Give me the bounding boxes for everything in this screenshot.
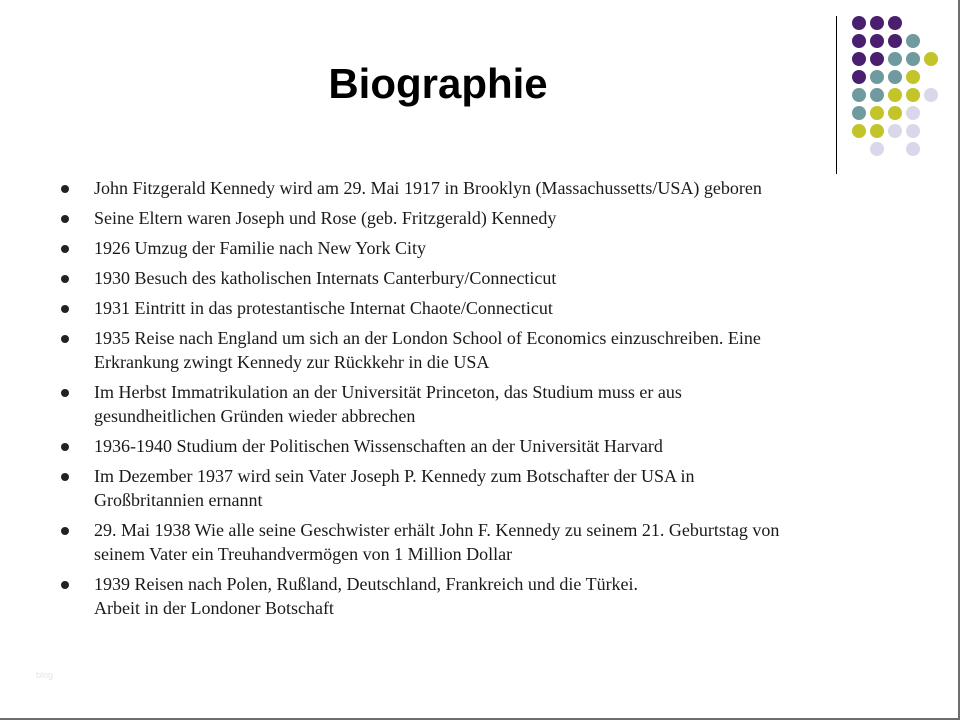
decorative-dot bbox=[906, 124, 920, 138]
bullet-text-line: Arbeit in der Londoner Botschaft bbox=[94, 598, 334, 618]
decorative-dot bbox=[888, 124, 902, 138]
bullet-icon bbox=[61, 215, 69, 223]
watermark-text: blog bbox=[36, 670, 54, 680]
decorative-dot bbox=[870, 52, 884, 66]
bullet-item bbox=[56, 464, 936, 512]
decorative-dot bbox=[852, 106, 866, 120]
bullet-text-line: 1935 Reise nach England um sich an der London School of Economics einzuschreiben. Eine bbox=[94, 328, 761, 348]
bullet-icon bbox=[61, 335, 69, 343]
bullet-text-line: Im Dezember 1937 wird sein Vater Joseph P. Kennedy zum Botschafter der USA in bbox=[94, 466, 695, 486]
decorative-dot bbox=[906, 106, 920, 120]
decorative-dot bbox=[888, 106, 902, 120]
bullet-icon bbox=[61, 581, 69, 589]
bullet-icon bbox=[61, 443, 69, 451]
bullet-item bbox=[56, 326, 936, 374]
bullet-text-line: Im Herbst Immatrikulation an der Universität Princeton, das Studium muss er aus bbox=[94, 382, 682, 402]
bullet-item bbox=[56, 266, 936, 290]
decorative-dot bbox=[888, 34, 902, 48]
decorative-dot bbox=[906, 52, 920, 66]
bullet-text-line: 29. Mai 1938 Wie alle seine Geschwister erhält John F. Kennedy zu seinem 21. Geburtstag von bbox=[94, 520, 780, 540]
bullet-icon bbox=[61, 473, 69, 481]
bullet-text-line: 1926 Umzug der Familie nach New York City bbox=[94, 238, 426, 258]
decorative-dot bbox=[870, 124, 884, 138]
decorative-dot bbox=[924, 52, 938, 66]
bullet-icon bbox=[61, 245, 69, 253]
bullet-text-line: 1939 Reisen nach Polen, Rußland, Deutschland, Frankreich und die Türkei. bbox=[94, 574, 639, 594]
decorative-dot bbox=[924, 88, 938, 102]
decorative-dot bbox=[870, 106, 884, 120]
bullet-icon bbox=[61, 389, 69, 397]
decorative-dot bbox=[852, 16, 866, 30]
decorative-dot bbox=[906, 88, 920, 102]
bullet-item bbox=[56, 434, 936, 458]
decorative-dot bbox=[852, 70, 866, 84]
bullet-item bbox=[56, 572, 936, 620]
bullet-text-line: Erkrankung zwingt Kennedy zur Rückkehr in die USA bbox=[94, 352, 490, 372]
bullet-item bbox=[56, 206, 936, 230]
bullet-item bbox=[56, 380, 936, 428]
decorative-dot bbox=[888, 70, 902, 84]
bullet-item bbox=[56, 296, 936, 320]
decorative-dot bbox=[906, 34, 920, 48]
decorative-dot bbox=[852, 124, 866, 138]
decorative-dot bbox=[888, 88, 902, 102]
decorative-dot-grid bbox=[846, 8, 950, 158]
bullet-text-line: 1931 Eintritt in das protestantische Internat Chaote/Connecticut bbox=[94, 298, 553, 318]
bullet-text-line: seinem Vater ein Treuhandvermögen von 1 Million Dollar bbox=[94, 544, 513, 564]
bullet-text-line: John Fitzgerald Kennedy wird am 29. Mai 1917 in Brooklyn (Massachussetts/USA) geboren bbox=[94, 178, 762, 198]
bullet-text-line: 1936-1940 Studium der Politischen Wissenschaften an der Universität Harvard bbox=[94, 436, 663, 456]
bullet-icon bbox=[61, 185, 69, 193]
bullet-text-line: Seine Eltern waren Joseph und Rose (geb. Fritzgerald) Kennedy bbox=[94, 208, 557, 228]
decorative-dot bbox=[870, 142, 884, 156]
decorative-dot bbox=[852, 88, 866, 102]
decorative-dot bbox=[870, 88, 884, 102]
bullet-icon bbox=[61, 527, 69, 535]
decorative-dot bbox=[906, 142, 920, 156]
decorative-dot bbox=[870, 34, 884, 48]
decorative-dot bbox=[888, 52, 902, 66]
decorative-dot bbox=[852, 34, 866, 48]
decorative-dot bbox=[852, 52, 866, 66]
decorative-dot bbox=[870, 16, 884, 30]
decorative-dot bbox=[888, 16, 902, 30]
bullet-text-line: 1930 Besuch des katholischen Internats Canterbury/Connecticut bbox=[94, 268, 557, 288]
bullet-item bbox=[56, 518, 936, 566]
decorative-dot bbox=[870, 70, 884, 84]
bullet-text-line: gesundheitlichen Gründen wieder abbrechen bbox=[94, 406, 416, 426]
biography-bullet-list bbox=[56, 176, 936, 626]
bullet-icon bbox=[61, 275, 69, 283]
bullet-text-line: Großbritannien ernannt bbox=[94, 490, 263, 510]
bullet-item bbox=[56, 176, 936, 200]
decorative-dot bbox=[906, 70, 920, 84]
bullet-item bbox=[56, 236, 936, 260]
slide-title: Biographie bbox=[328, 60, 548, 107]
bullet-icon bbox=[61, 305, 69, 313]
decorative-vertical-line bbox=[836, 16, 837, 174]
